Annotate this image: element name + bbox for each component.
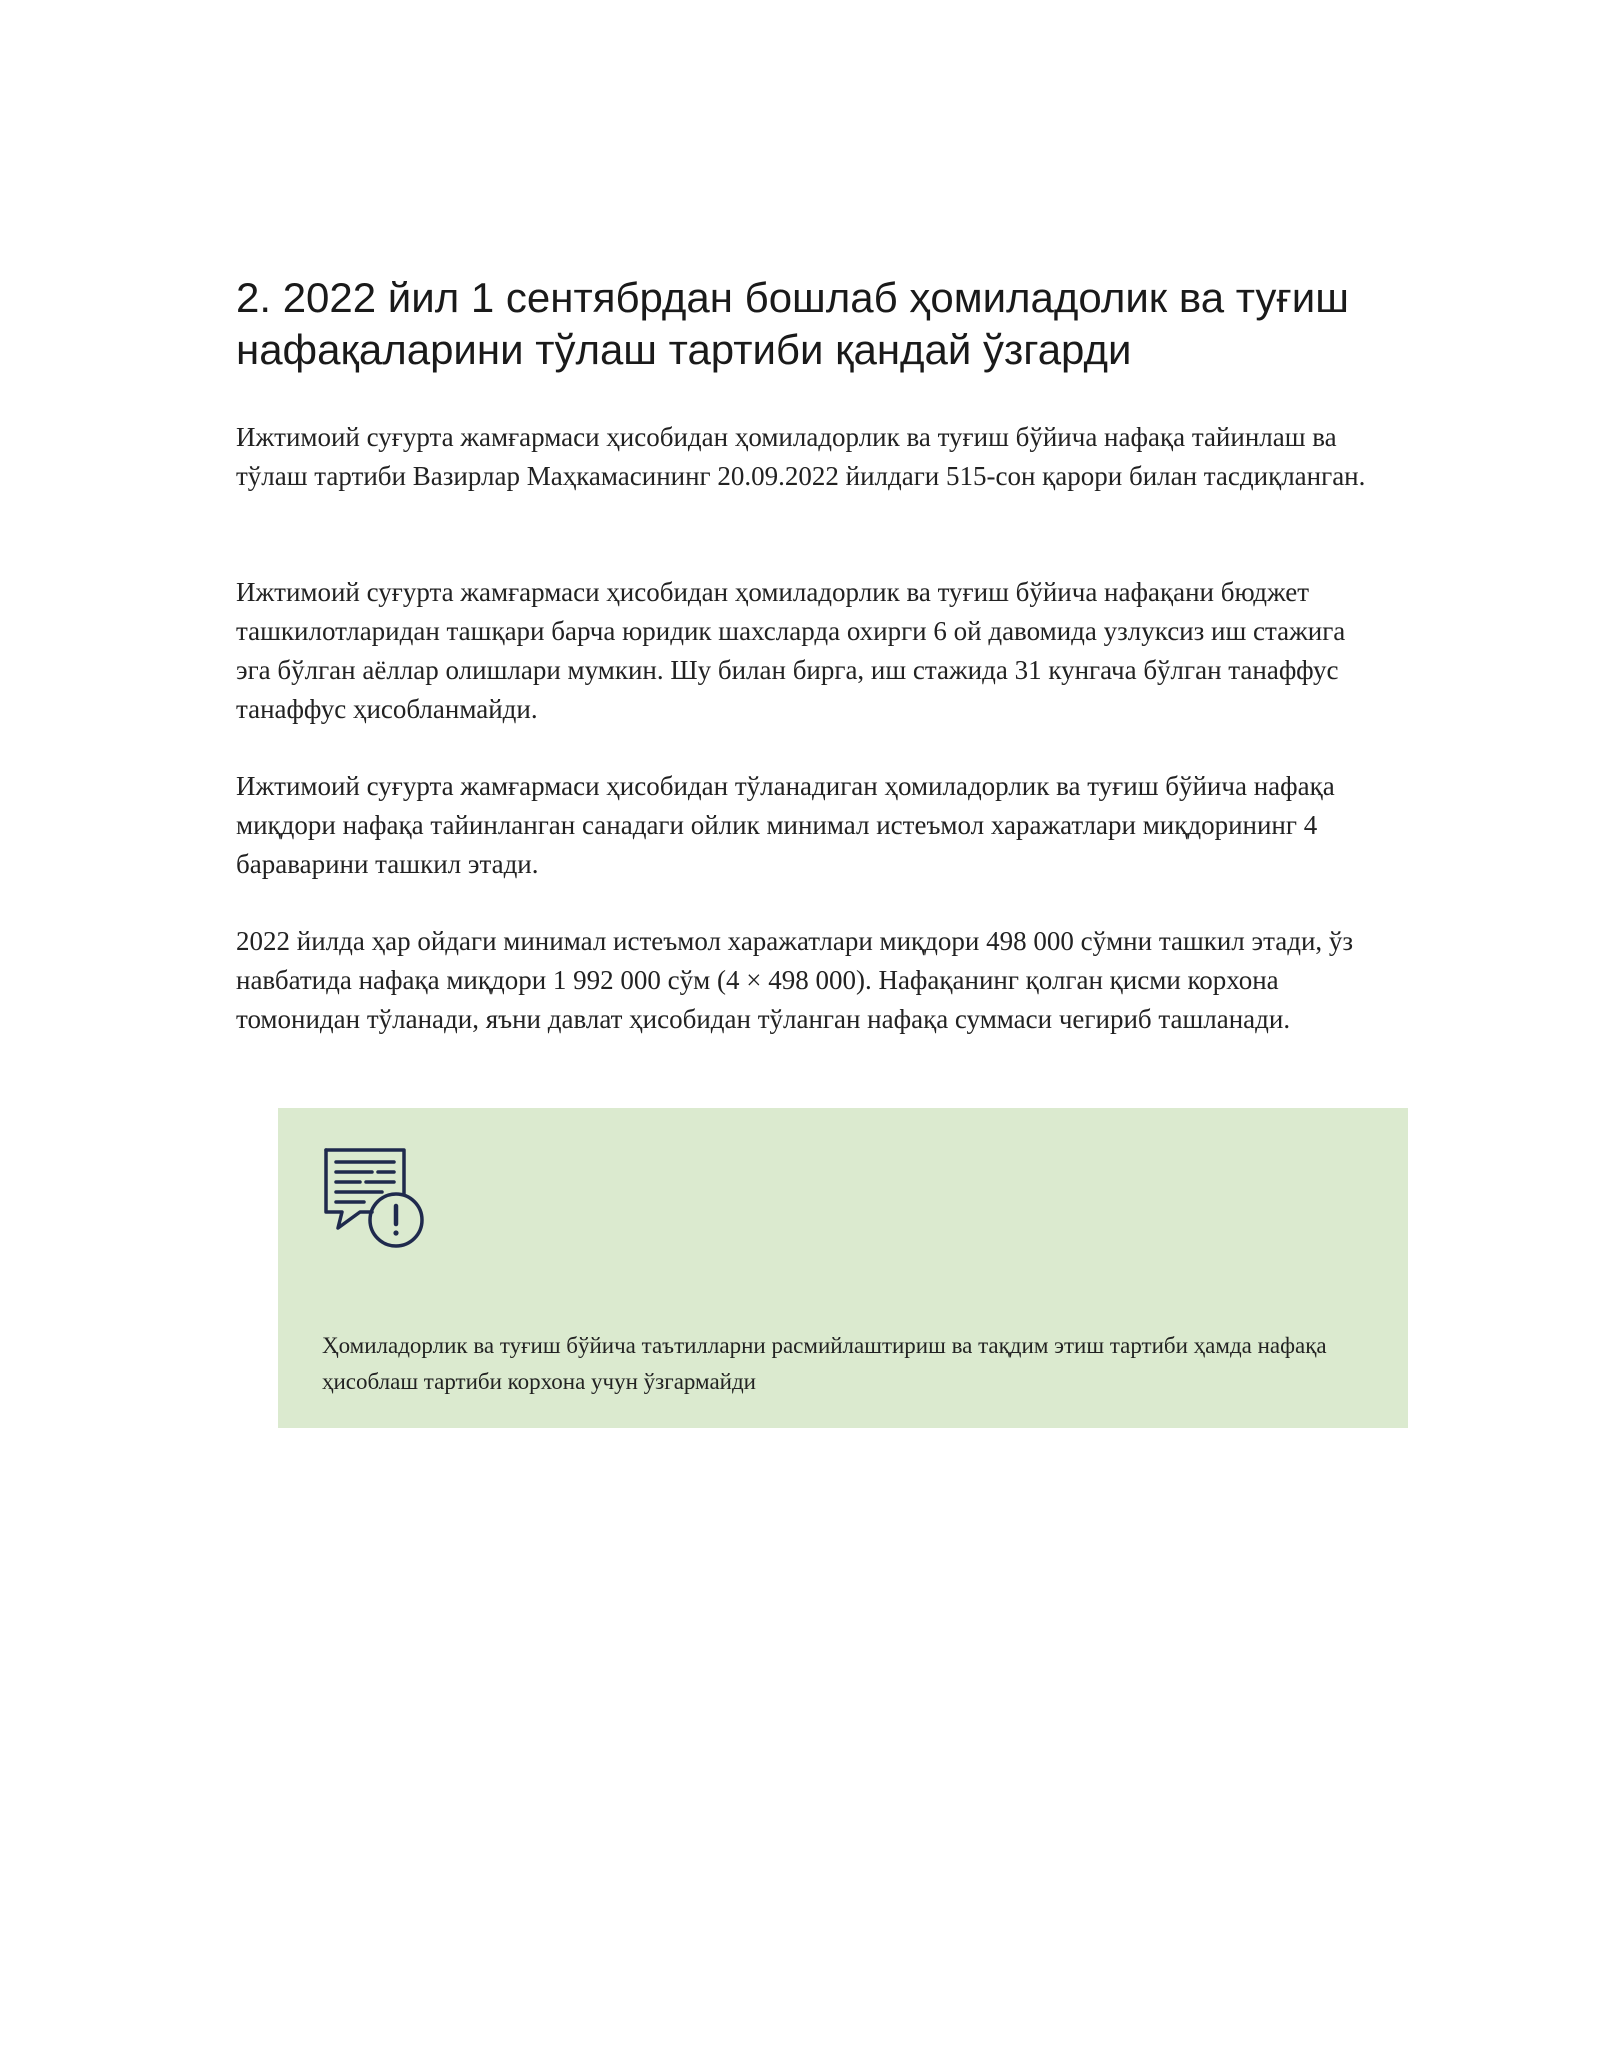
paragraph-legal-basis: Ижтимоий суғурта жамғармаси ҳисобидан ҳомиладорлик ва туғиш бўйича нафақа тайинлаш ва тўлаш тартиби Вазирлар Маҳкамасининг 20.09.2022 йилдаги 515-сон қарори билан тасдиқланган. bbox=[236, 422, 1366, 491]
info-note-text: Ҳомиладорлик ва туғиш бўйича таътилларни расмийлаштириш ва тақдим этиш тартиби ҳамда нафақа ҳисоблаш тартиби корхона учун ўзгармайди bbox=[322, 1333, 1327, 1394]
paragraph-calculation-example: 2022 йилда ҳар ойдаги минимал истеъмол харажатлари миқдори 498 000 сўмни ташкил этади, ўз навбатида нафақа миқдори 1 992 000 сўм (4 × 498 000). Нафақанинг қолган қисми корхона томонидан тўланади, яъни давлат ҳисобидан тўланган нафақа суммаси чегириб ташланади. bbox=[236, 926, 1354, 1034]
document-warning-icon bbox=[320, 1144, 430, 1250]
section-heading: 2. 2022 йил 1 сентябрдан бошлаб ҳомиладолик ва туғиш нафақаларини тўлаш тартиби қандай ўзгарди bbox=[236, 274, 1349, 373]
paragraph-eligibility: Ижтимоий суғурта жамғармаси ҳисобидан ҳомиладорлик ва туғиш бўйича нафақани бюджет ташкилотларидан ташқари барча юридик шахсларда охирги 6 ой давомида узлуксиз иш стажига эга бўлган аёллар олишлари мумкин. Шу билан бирга, иш стажида 31 кунгача бўлган танаффус танаффус ҳисобланмайди. bbox=[236, 577, 1346, 724]
paragraph-benefit-amount: Ижтимоий суғурта жамғармаси ҳисобидан тўланадиган ҳомиладорлик ва туғиш бўйича нафақа миқдори нафақа тайинланган санадаги ойлик минимал истеъмол харажатлари миқдорининг 4 бараварини ташкил этади. bbox=[236, 771, 1335, 879]
info-note-box bbox=[278, 1108, 1408, 1428]
